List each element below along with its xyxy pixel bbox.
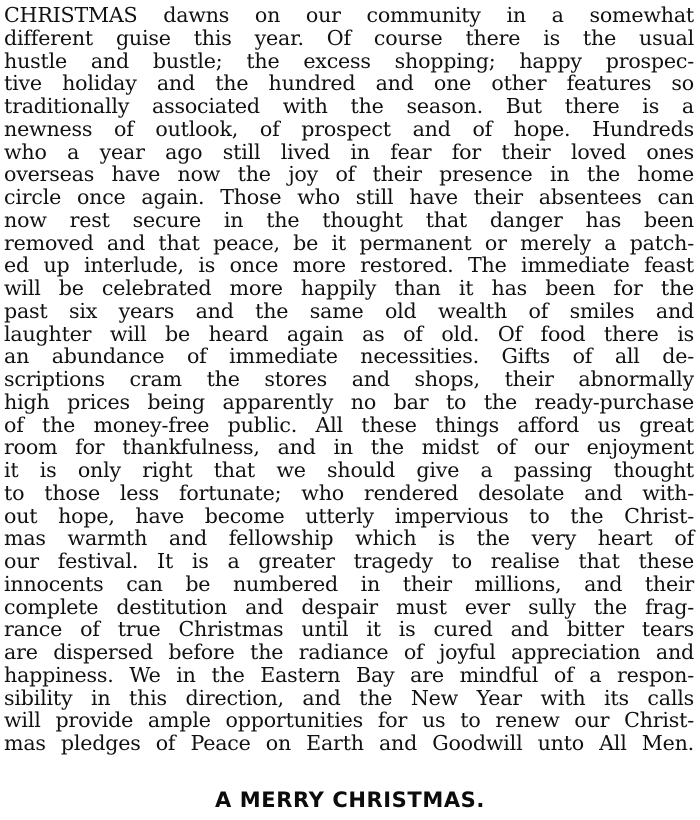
article-line: of the money-free public. All these things afford us great (4, 412, 694, 437)
article-line: it is only right that we should give a passing thought (4, 458, 694, 482)
article-line: innocents can be numbered in their millions, and their (4, 571, 694, 596)
article-line: laughter will be heard again as of old. Of food there is (4, 321, 694, 346)
article-line: out hope, have become utterly impervious to the Christ- (4, 503, 694, 528)
article-line: our festival. It is a greater tragedy to realise that these (4, 549, 694, 573)
article-line: different guise this year. Of course there is the usual (4, 25, 694, 50)
article-line: to those less fortunate; who rendered desolate and with- (4, 480, 694, 505)
article-line: traditionally associated with the season. But there is a (4, 94, 694, 118)
article-line: ed up interlude, is once more restored. The immediate feast (4, 253, 694, 278)
article-line: an abundance of immediate necessities. Gifts of all de- (4, 344, 694, 369)
article-line: will be celebrated more happily than it has been for the (4, 276, 694, 300)
article-line: past six years and the same old wealth of smiles and (4, 298, 694, 323)
article-line: hustle and bustle; the excess shopping; happy prospec- (4, 48, 694, 73)
article-line: mas pledges of Peace on Earth and Goodwill unto All Men. (4, 731, 694, 755)
article-line: overseas have now the joy of their presence in the home (4, 162, 694, 187)
article-line: tive holiday and the hundred and one other features so (4, 71, 694, 96)
article-line: removed and that peace, be it permanent or merely a patch- (4, 230, 694, 255)
article-line: mas warmth and fellowship which is the very heart of (4, 526, 694, 551)
article-line: high prices being apparently no bar to the ready-purchase (4, 389, 694, 414)
article-line: scriptions cram the stores and shops, their abnormally (4, 367, 694, 391)
article-line: are dispersed before the radiance of joyful appreciation and (4, 640, 694, 664)
closing-headline: A MERRY CHRISTMAS. (215, 788, 485, 812)
article-line: complete destitution and despair must ever sully the frag- (4, 594, 694, 619)
article-line: will provide ample opportunities for us to renew our Christ- (4, 708, 694, 733)
article-line: newness of outlook, of prospect and of hope. Hundreds (4, 116, 694, 141)
article-body (4, 4, 694, 755)
article-line: sibility in this direction, and the New Year with its calls (4, 685, 694, 710)
article-line: CHRISTMAS dawns on our community in a somewhat (4, 3, 694, 27)
article-line: rance of true Christmas until it is cured and bitter tears (4, 617, 694, 642)
article-line: room for thankfulness, and in the midst of our enjoyment (4, 435, 694, 460)
article-line: happiness. We in the Eastern Bay are mindful of a respon- (4, 662, 694, 687)
article-line: who a year ago still lived in fear for their loved ones (4, 139, 694, 164)
article-line: circle once again. Those who still have their absentees can (4, 185, 694, 209)
article-line: now rest secure in the thought that danger has been (4, 207, 694, 232)
